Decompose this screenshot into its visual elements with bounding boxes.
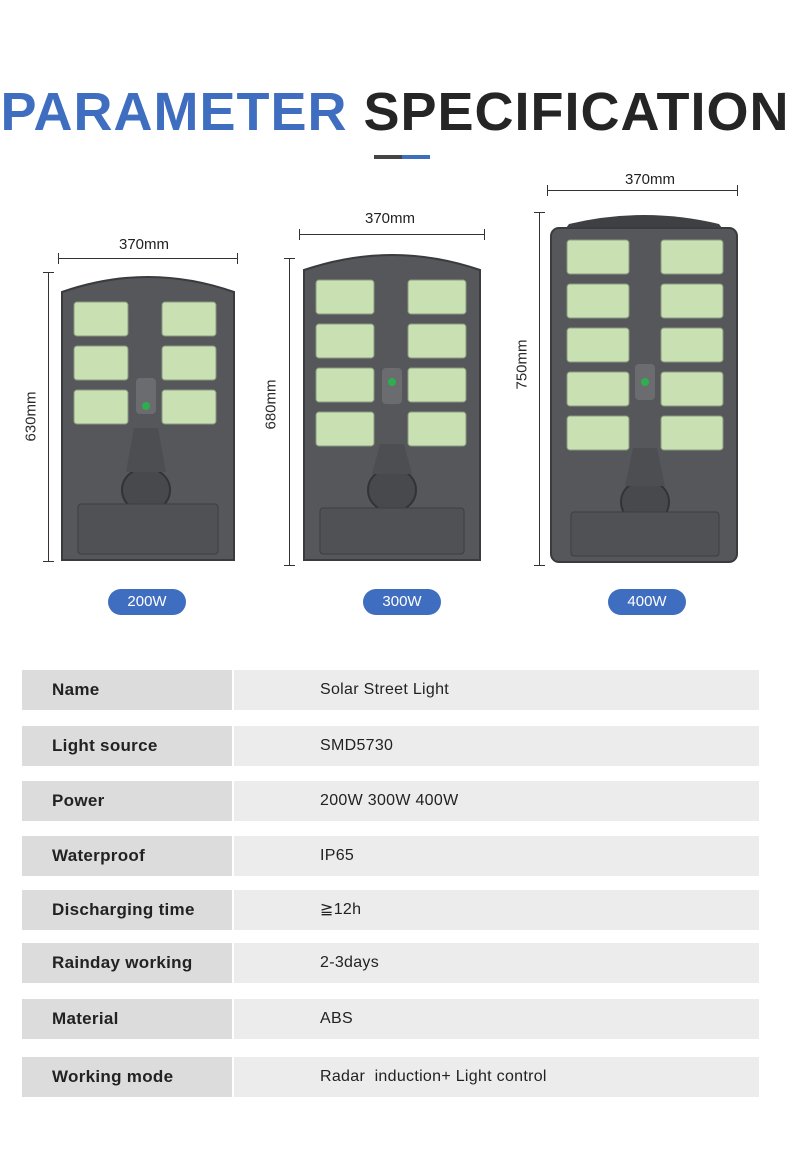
spec-value: SMD5730 — [234, 726, 759, 766]
lamp-300w-image — [300, 248, 484, 566]
width-dimension-label: 370mm — [625, 171, 676, 188]
spec-row-rainday-working — [22, 943, 759, 983]
height-dimension-label: 680mm — [262, 379, 280, 430]
spec-value: Radar induction+ Light control — [234, 1057, 759, 1097]
width-dimension-line — [58, 258, 238, 259]
spec-label: Waterproof — [22, 836, 232, 876]
spec-label: Discharging time — [22, 890, 232, 930]
spec-label: Working mode — [22, 1057, 232, 1097]
spec-value: Solar Street Light — [234, 670, 759, 710]
height-dimension-line — [539, 212, 540, 566]
height-dimension-line — [289, 258, 290, 566]
height-dimension-label: 750mm — [513, 339, 531, 390]
height-dimension-label: 630mm — [22, 391, 40, 442]
spec-row-discharging-time — [22, 890, 759, 930]
spec-label: Name — [22, 670, 232, 710]
width-dimension-label: 370mm — [119, 236, 170, 253]
power-badge-400w: 400W — [608, 589, 686, 615]
power-badge-200w: 200W — [108, 589, 186, 615]
spec-row-power — [22, 781, 759, 821]
spec-value: 2-3days — [234, 943, 759, 983]
spec-row-working-mode — [22, 1057, 759, 1097]
spec-row-material — [22, 999, 759, 1039]
power-badge-300w: 300W — [363, 589, 441, 615]
spec-row-light-source — [22, 726, 759, 766]
height-dimension-line — [48, 272, 49, 562]
spec-label: Material — [22, 999, 232, 1039]
spec-value: ≧12h — [234, 890, 759, 930]
lamp-400w-image — [549, 212, 739, 568]
spec-row-name — [22, 670, 759, 710]
spec-value: IP65 — [234, 836, 759, 876]
title-part-2: SPECIFICATION — [363, 82, 790, 142]
spec-row-waterproof — [22, 836, 759, 876]
width-dimension-line — [299, 234, 485, 235]
title-underline — [374, 155, 430, 159]
spec-label: Power — [22, 781, 232, 821]
spec-value: 200W 300W 400W — [234, 781, 759, 821]
title-part-1: PARAMETER — [0, 82, 348, 142]
spec-value: ABS — [234, 999, 759, 1039]
width-dimension-line — [547, 190, 738, 191]
spec-label: Rainday working — [22, 943, 232, 983]
width-dimension-label: 370mm — [365, 210, 416, 227]
page-title — [0, 82, 790, 142]
lamp-200w-image — [58, 272, 238, 568]
spec-label: Light source — [22, 726, 232, 766]
